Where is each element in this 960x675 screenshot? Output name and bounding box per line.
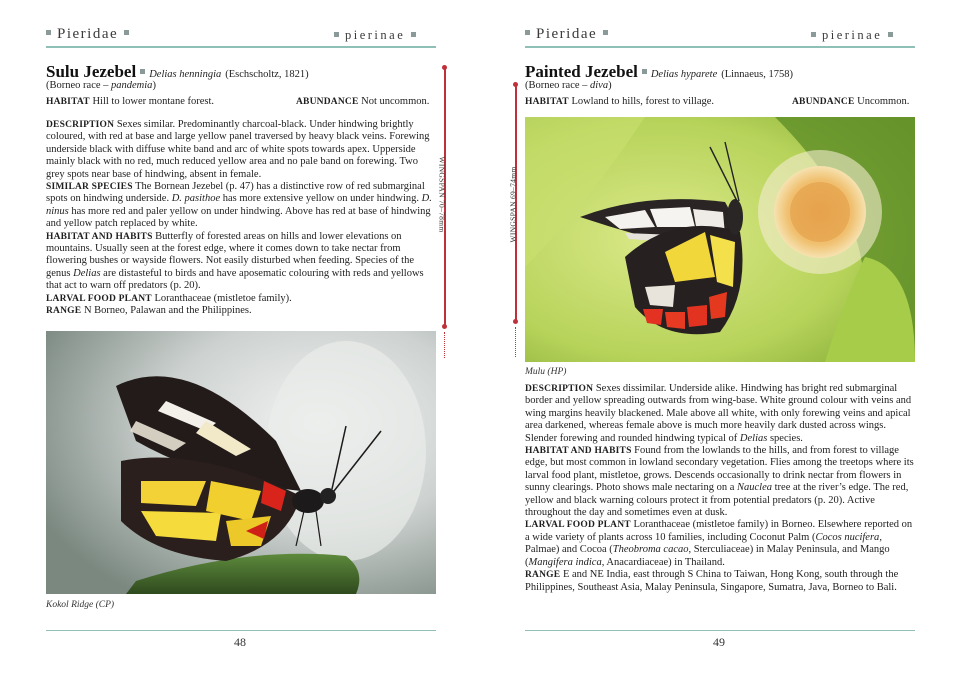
photo-caption: Kokol Ridge (CP) [46, 600, 115, 610]
family-name: Pieridae [57, 26, 119, 42]
habitat-line [525, 96, 714, 107]
race-name: pandemia [111, 80, 153, 91]
title-square-icon [642, 69, 647, 74]
butterfly-photo [46, 331, 436, 594]
species-body [46, 119, 438, 318]
race-name: diva [590, 80, 609, 91]
subfamily-header [334, 28, 422, 46]
race-line: (Borneo race – diva) [525, 80, 612, 91]
header-square-icon [811, 32, 816, 37]
header-square-icon [334, 32, 339, 37]
subfamily-name: pierinae [345, 28, 406, 42]
wingspan-dotted-extension [444, 332, 445, 358]
family-header [525, 26, 614, 44]
species-body [525, 383, 917, 594]
habitat-label: HABITAT [525, 97, 569, 107]
footer-rule [525, 630, 915, 631]
wingspan-end-dot [513, 319, 518, 324]
scientific-name: Delias henningia [149, 69, 222, 80]
wingspan-dotted-extension [515, 327, 516, 357]
species-title [525, 62, 793, 82]
habitat-value: Lowland to hills, forest to village. [571, 96, 715, 107]
page-number: 49 [713, 635, 725, 649]
footer-rule [46, 630, 436, 631]
description-paragraph: DESCRIPTION Sexes dissimilar. Underside alike. Hindwing has bright red submarginal border and yellow spreading outwards from wing-base. White ground colour with veins and wing margins heavily blackened. Male above all white, with only forewing veins and apical area darkened, whereas female above is much more heavily dark dusted across wings. Slender forewing and rounded hindwing typical of Delias species. [525, 383, 912, 444]
description-paragraph: DESCRIPTION Sexes similar. Predominantly charcoal-black. Under hindwing brightly coloured, with red at base and large yellow panel traversed by heavy black veins. Forewing underside black with diffuse white band and arc of white spots towards apex. Upperside mainly black with no red, much reduced yellow area and no pale band on forewing. Two grey spots near base of hindwing, absent in female. [46, 119, 430, 180]
race-line: (Borneo race – pandemia) [46, 80, 156, 91]
subfamily-header [811, 28, 899, 46]
butterfly-photo [525, 117, 915, 362]
right-page [480, 0, 960, 675]
habitat-habits-paragraph: HABITAT AND HABITS Found from the lowlands to the hills, and from forest to village edge, but most common in lowland secondary vegetation. Flies among the treetops where its larval food plant, mistletoe, grows. Descends occasionally to drink nectar from flowers in sunny clearings. Photo shows male nectaring on a Nauclea tree at the river’s edge. The red, yellow and black warning colours protect it from potential predators (p. 20). Active throughout the day and sometimes even at dusk. [525, 445, 914, 519]
subfamily-name: pierinae [822, 28, 883, 42]
authority: (Eschscholtz, 1821) [225, 69, 309, 80]
scientific-name: Delias hyparete [650, 69, 718, 80]
similar-species-paragraph: SIMILAR SPECIES The Bornean Jezebel (p. 47) has a distinctive row of red submarginal spots on hindwing underside. D. pasithoe has more extensive yellow on under hindwing. D. ninus has more red and paler yellow on under hindwing. Above has red at base of hindwing and yellow patch replaced by white. [46, 181, 432, 230]
habitat-label: HABITAT [46, 97, 90, 107]
family-header [46, 26, 135, 44]
abundance-value: Not uncommon. [361, 96, 430, 107]
species-title [46, 62, 309, 82]
header-rule [46, 46, 436, 48]
header-square-icon [525, 30, 530, 35]
abundance-label: ABUNDANCE [296, 97, 359, 107]
header-square-icon [124, 30, 129, 35]
page-number: 48 [234, 635, 246, 649]
wingspan-label: WINGSPAN 69–74mm [508, 166, 518, 243]
header-square-icon [411, 32, 416, 37]
flower-icon [758, 150, 882, 274]
header-square-icon [46, 30, 51, 35]
header-square-icon [603, 30, 608, 35]
header-square-icon [888, 32, 893, 37]
larval-food-paragraph: LARVAL FOOD PLANT Loranthaceae (mistletoe family). [46, 292, 292, 304]
larval-food-paragraph: LARVAL FOOD PLANT Loranthaceae (mistletoe family) in Borneo. Elsewhere reported on a wide variety of plants across 10 families, including Coconut Palm (Cocos nucifera, Palmae) and Cocoa (Theobroma cacao, Sterculiaceae) in Malay Peninsula, and Mango (Mangifera indica, Anacardiaceae) in Thailand. [525, 519, 913, 568]
wingspan-end-dot [442, 324, 447, 329]
photo-caption: Mulu (HP) [525, 367, 567, 377]
abundance-line [296, 96, 429, 107]
habitat-line [46, 96, 214, 107]
abundance-label: ABUNDANCE [792, 97, 855, 107]
title-square-icon [140, 69, 145, 74]
authority: (Linnaeus, 1758) [721, 69, 793, 80]
habitat-value: Hill to lower montane forest. [92, 96, 215, 107]
abundance-value: Uncommon. [857, 96, 910, 107]
abundance-line [792, 96, 909, 107]
habitat-habits-paragraph: HABITAT AND HABITS Butterfly of forested areas on hills and lower elevations on mountains. Usually seen at the forest edge, where it comes down to take nectar from flowering bushes or wayside flowers. Not easily disturbed when feeding. Species of the genus Delias are distasteful to birds and have aposematic colouring with reds and yellows that act to warn off predators (p. 20). [46, 230, 424, 292]
wingspan-label: WINGSPAN 70–78mm [437, 156, 447, 233]
range-paragraph: RANGE N Borneo, Palawan and the Philippines. [46, 305, 252, 317]
family-name: Pieridae [536, 26, 598, 42]
common-name: Sulu Jezebel [46, 62, 137, 81]
header-rule [525, 46, 915, 48]
range-paragraph: RANGE E and NE India, east through S China to Taiwan, Hong Kong, south through the Philippines, Southeast Asia, Malay Peninsula, Singapore, Sumatra, Java, Borneo to Bali. [525, 569, 899, 593]
common-name: Painted Jezebel [525, 62, 638, 81]
